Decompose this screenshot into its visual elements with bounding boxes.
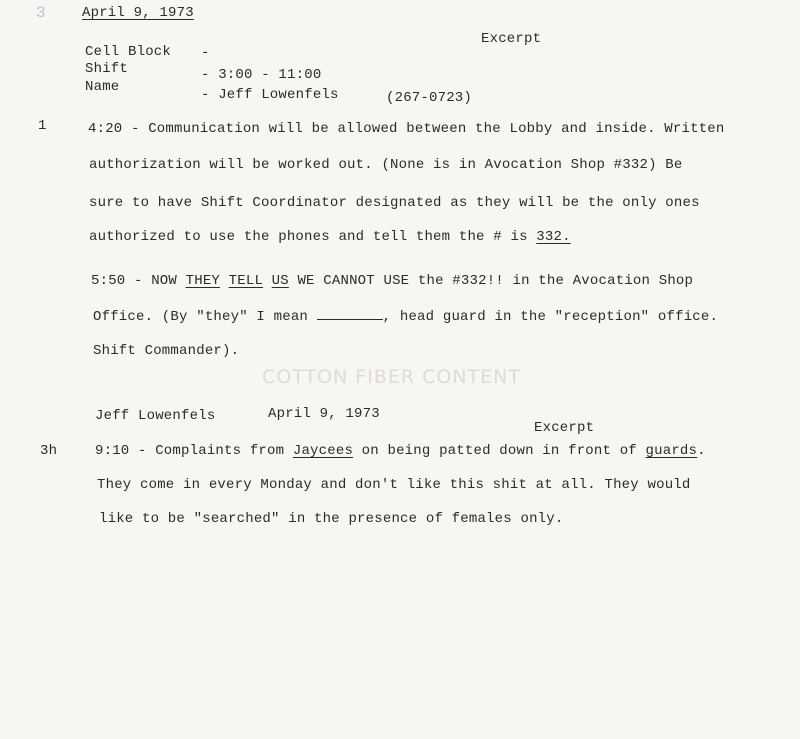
p2-line2-start: Office. (By "they" I mean [93,309,317,325]
entry2-line3: like to be "searched" in the presence of females only. [99,511,564,527]
extension-332: 332. [536,229,571,245]
entry1-paragraph2-line2 [93,309,718,325]
redacted-name-blank [317,318,383,320]
word-they: THEY [185,273,221,289]
entry1-paragraph1-line2: authorization will be worked out. (None is in Avocation Shop #332) Be [89,157,683,173]
entry1-paragraph2-line1 [91,273,693,289]
entry2-name: Jeff Lowenfels [95,408,216,424]
time-550: 5:50 - NOW [91,273,186,289]
entry2-line1-start: 9:10 - Complaints from [95,443,293,459]
entry-number-3h: 3h [40,443,58,459]
entry1-paragraph1-line3: sure to have Shift Coordinator designated as they will be the only ones [89,195,700,211]
entry2-line1-end: . [697,443,706,459]
entry1-paragraph2-line3: Shift Commander). [93,343,240,359]
header-date: April 9, 1973 [82,5,194,21]
entry-number-1: 1 [38,118,47,134]
p2-rest: WE CANNOT USE the #332!! in the Avocation Shop [288,273,694,289]
cell-block-value: - [201,45,210,61]
entry2-excerpt-label: Excerpt [534,420,595,436]
shift-value: - 3:00 - 11:00 [201,67,322,83]
entry2-line1-mid: on being patted down in front of [353,443,646,459]
word-tell: TELL [228,273,264,289]
shift-label: Shift [85,61,129,77]
name-value: - Jeff Lowenfels [201,87,339,103]
entry2-line2: They come in every Monday and don't like this shit at all. They would [97,477,691,493]
entry2-line1 [95,443,706,459]
word-jaycees: Jaycees [292,443,354,459]
entry1-paragraph1-line1: 4:20 - Communication will be allowed between the Lobby and inside. Written [88,121,725,137]
header-excerpt-label: Excerpt [481,31,542,47]
corner-pencil-mark: 3 [36,4,46,22]
line4-text: authorized to use the phones and tell them the # is [89,229,537,245]
entry1-paragraph1-line4 [89,229,571,245]
word-us: US [271,273,289,289]
entry2-date: April 9, 1973 [268,406,380,422]
paper-watermark: COTTON FIBER CONTENT [262,366,521,388]
name-label: Name [85,79,120,95]
p2-line2-end: , head guard in the "reception" office. [382,309,719,325]
word-guards: guards [645,443,698,459]
cell-block-label: Cell Block [85,44,172,60]
phone-number: (267-0723) [386,90,473,106]
